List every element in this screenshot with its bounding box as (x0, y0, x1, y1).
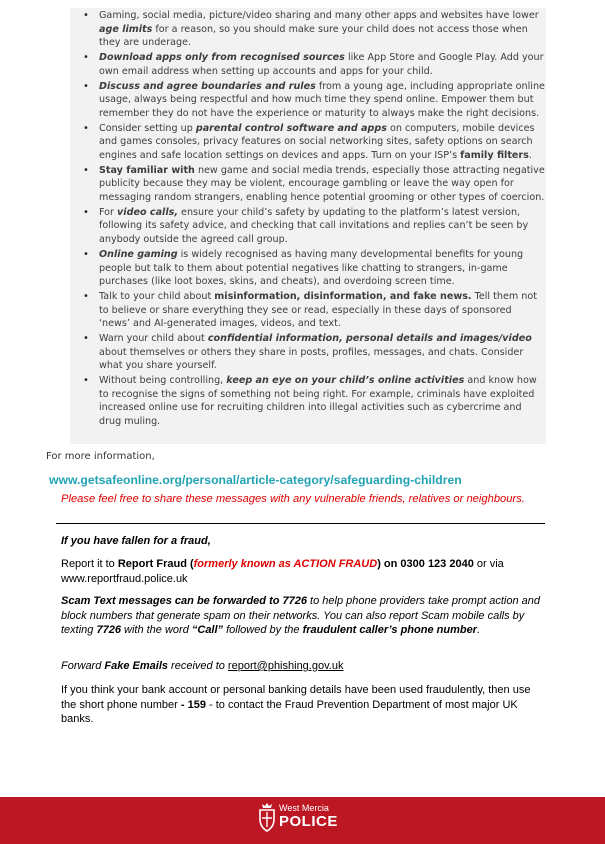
report-fraud-name: Report Fraud ( (117, 558, 194, 570)
tip-text: from a young age, including appropriate online usage, always being respectful and how much time they spend online. Empower them but remember they do not have the experience or maturity to always make the right decisions. (99, 80, 545, 119)
tip-item (73, 9, 545, 50)
tip-text: ensure your child’s safety by updating to the platform’s latest version, following its safety advice, and checking that call invitations and replies can’t be seen by anybody outside the agreed call group. (99, 206, 529, 245)
scam-text-paragraph (61, 594, 545, 638)
more-info-label: For more information, (46, 451, 155, 462)
tip-emphasis: family filters (460, 149, 529, 161)
report-fraud-phone: ) on 0300 123 2040 (377, 558, 474, 570)
tip-text: For (99, 206, 118, 218)
tip-item (73, 332, 545, 373)
tip-text: . (528, 149, 532, 161)
police-wordmark: POLICE (279, 813, 338, 830)
tip-text: Warn your child about (99, 333, 208, 345)
scam-text-word: with the word (120, 624, 192, 636)
tip-emphasis: video calls, (117, 206, 178, 218)
tip-text: on computers, mobile devices and games consoles, privacy features on social networking sites, safety options on search engines and safe location settings on devices and apps. Turn on your ISP’s (99, 122, 535, 161)
tip-text: about themselves or others they share in posts, profiles, messages, and chats. Consider what you share yourself. (99, 346, 524, 372)
tip-item (73, 164, 545, 205)
tip-emphasis: Online gaming (99, 249, 178, 261)
tip-item (73, 122, 545, 163)
bank-text-end: - to contact the Fraud Prevention Department of most major UK banks. (61, 698, 518, 725)
tip-emphasis: misinformation, disinformation, and fake news. (214, 291, 472, 303)
bank-short-number: - 159 (180, 698, 206, 711)
bank-details-paragraph (61, 683, 545, 727)
scam-caller-number: fraudulent caller’s phone number (302, 624, 477, 636)
get-safe-online-link[interactable]: www.getsafeonline.org/personal/article-category/safeguarding-children (49, 473, 462, 487)
action-fraud-note: formerly known as ACTION FRAUD (193, 558, 378, 570)
tip-emphasis: confidential information, personal details and images/video (207, 333, 532, 345)
fraud-heading: If you have fallen for a fraud, (61, 535, 211, 547)
fake-emails-label: Fake Emails (104, 660, 168, 672)
tip-item (73, 290, 545, 331)
scam-text-body: to help phone providers take prompt action and block numbers that generate spam on their networks. You can also report Scam mobile calls by texting (61, 595, 540, 636)
tip-item (73, 80, 545, 121)
tip-text: like App Store and Google Play. Add your own email address when setting up accounts and apps for your child. (99, 52, 544, 77)
tip-text: Consider setting up (99, 122, 196, 134)
police-crest-icon (257, 802, 277, 832)
forward-emails-paragraph (61, 659, 545, 674)
section-divider (56, 523, 545, 524)
tip-item (73, 374, 545, 428)
tip-emphasis: parental control software and apps (195, 122, 387, 134)
tip-emphasis: Discuss and agree boundaries and rules (99, 80, 316, 92)
tip-emphasis: age limits (99, 23, 153, 35)
scam-short-code: 7726 (96, 624, 121, 636)
share-message: Please feel free to share these messages with any vulnerable friends, relatives or neighbours. (61, 493, 525, 505)
scam-text-end: . (476, 624, 481, 636)
tip-emphasis: Download apps only from recognised sources (99, 52, 345, 64)
force-name-small: West Mercia (279, 803, 329, 813)
report-fraud-paragraph (61, 557, 545, 586)
scam-forward-lead: Scam Text messages can be forwarded to 7726 (61, 595, 307, 607)
safety-tips-list (73, 9, 545, 430)
forward-text: Forward (61, 660, 105, 672)
tip-text: Without being controlling, (99, 375, 227, 387)
report-fraud-website: or via www.reportfraud.police.uk (61, 558, 504, 585)
forward-received: received to (168, 660, 228, 672)
tip-text: is widely recognised as having many developmental benefits for young people but talk to them about potential negatives like chatting to strangers, in-game purchases (like loot boxes, skins, and cheats), and overdoing screen time. (99, 249, 524, 288)
report-text: Report it to (61, 558, 118, 570)
tip-text: Gaming, social media, picture/video sharing and many other apps and websites have lower (99, 10, 539, 21)
scam-call-word: “Call” (191, 624, 224, 636)
scam-text-followed: followed by the (223, 624, 303, 636)
tip-item (73, 206, 545, 247)
tip-emphasis: Stay familiar with (99, 164, 195, 176)
tip-emphasis: keep an eye on your child’s online activities (226, 375, 465, 387)
tip-text: new game and social media trends, especially those attracting negative publicity because they may be violent, encourage gambling or leave the way open for messaging random strangers, enabling hence potential grooming or other types of coercion. (99, 164, 545, 203)
tip-text: for a reason, so you should make sure your child does not access those when they are underage. (99, 23, 528, 48)
tip-text: and know how to recognise the signs of something not being right. For example, criminals have exploited increased online use for recruiting children into illegal activities such as cybercrime and drug muling. (99, 375, 537, 427)
tip-text: Talk to your child about (99, 291, 215, 303)
tip-item (73, 51, 545, 78)
tip-text: Tell them not to believe or share everything they see or read, especially in these days of sponsored ‘news’ and AI-generated images, videos, and text. (99, 291, 537, 330)
tip-item (73, 248, 545, 289)
phishing-email-link[interactable]: report@phishing.gov.uk (227, 660, 344, 672)
bank-text: If you think your bank account or personal banking details have been used fraudulently, then use the short phone number (61, 684, 531, 711)
